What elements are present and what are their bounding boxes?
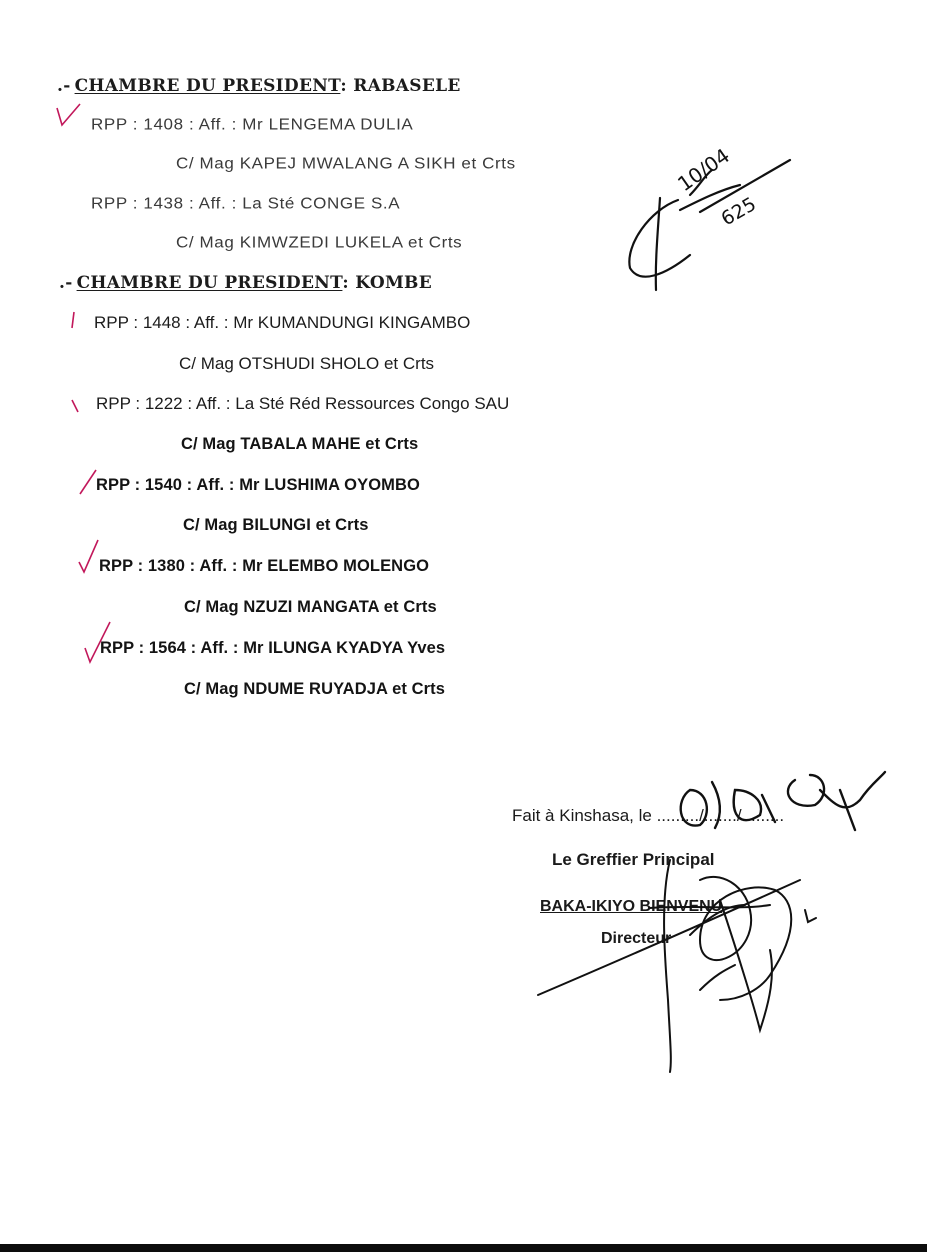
case-line-rpp-1408: RPP : 1408 : Aff. : Mr LENGEMA DULIA xyxy=(91,115,414,134)
section-heading-rabasele xyxy=(57,76,461,96)
check-mark-icon xyxy=(79,540,98,572)
section-heading-kombe xyxy=(59,273,432,293)
case-line-rpp-1564: RPP : 1564 : Aff. : Mr ILUNGA KYADYA Yves xyxy=(100,639,446,657)
case-line-rpp-1448: RPP : 1448 : Aff. : Mr KUMANDUNGI KINGAMBO xyxy=(94,313,471,332)
case-line-rpp-1222: RPP : 1222 : Aff. : La Sté Réd Ressources Congo SAU xyxy=(96,394,510,413)
stamp-reference: 625 xyxy=(717,193,760,231)
signatory-name: BAKA-IKIYO BIENVENU xyxy=(540,898,723,915)
heading-president: : RABASELE xyxy=(340,76,461,96)
bottom-border xyxy=(0,1244,927,1252)
heading-prefix: .- xyxy=(59,273,73,293)
heading-label: CHAMBRE DU PRESIDENT xyxy=(76,273,343,293)
check-mark-icon xyxy=(80,470,96,494)
signatory-role: Le Greffier Principal xyxy=(552,850,715,869)
check-mark-icon xyxy=(72,312,74,328)
case-party-rpp-1222: C/ Mag TABALA MAHE et Crts xyxy=(181,435,419,453)
case-line-rpp-1380: RPP : 1380 : Aff. : Mr ELEMBO MOLENGO xyxy=(99,557,430,575)
case-line-rpp-1540: RPP : 1540 : Aff. : Mr LUSHIMA OYOMBO xyxy=(96,476,420,494)
signatory-title: Directeur xyxy=(601,930,672,947)
heading-prefix: .- xyxy=(57,76,71,96)
heading-president: : KOMBE xyxy=(342,273,432,293)
case-line-rpp-1438: RPP : 1438 : Aff. : La Sté CONGE S.A xyxy=(91,194,401,213)
case-party-rpp-1380: C/ Mag NZUZI MANGATA et Crts xyxy=(184,598,437,616)
place-date-line: Fait à Kinshasa, le ........./......./......... xyxy=(512,806,785,825)
case-party-rpp-1408: C/ Mag KAPEJ MWALANG A SIKH et Crts xyxy=(176,154,516,173)
case-party-rpp-1438: C/ Mag KIMWZEDI LUKELA et Crts xyxy=(176,233,463,252)
case-party-rpp-1540: C/ Mag BILUNGI et Crts xyxy=(183,516,369,534)
heading-label: CHAMBRE DU PRESIDENT xyxy=(74,76,341,96)
check-mark-icon xyxy=(72,400,78,412)
initials-mark-icon xyxy=(629,160,790,290)
stamp-number: 10/04 xyxy=(673,143,735,197)
case-party-rpp-1448: C/ Mag OTSHUDI SHOLO et Crts xyxy=(179,354,435,373)
case-party-rpp-1564: C/ Mag NDUME RUYADJA et Crts xyxy=(184,680,446,698)
check-mark-icon xyxy=(57,104,80,125)
signature-icon xyxy=(538,860,816,1072)
